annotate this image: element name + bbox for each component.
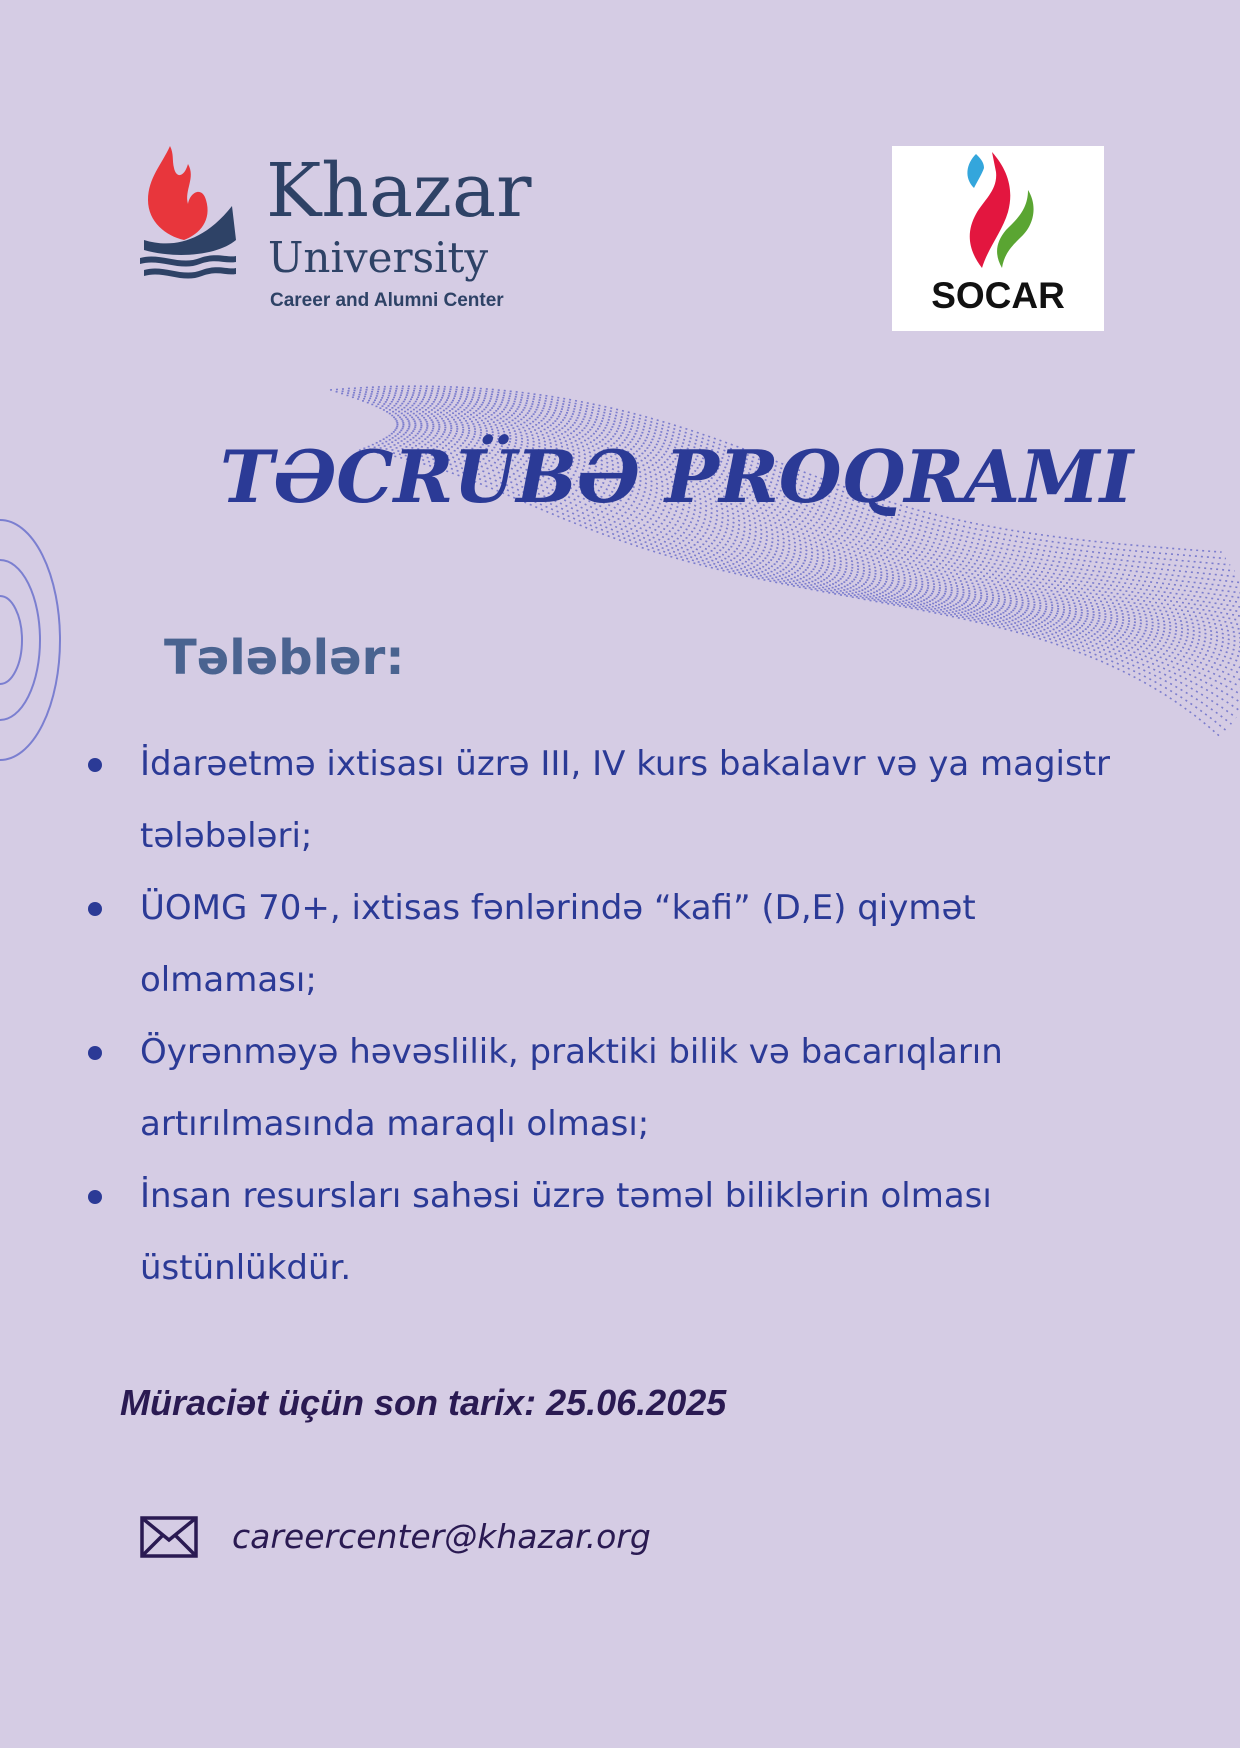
bullet-icon [88, 902, 102, 916]
list-item [84, 872, 1124, 1016]
envelope-icon [140, 1516, 198, 1558]
list-item [84, 728, 1124, 872]
application-deadline: Müraciət üçün son tarix: 25.06.2025 [120, 1382, 727, 1423]
contact-row [140, 1512, 651, 1562]
bullet-icon [88, 1046, 102, 1060]
list-item-text: İnsan resursları sahəsi üzrə təməl biliklərin olması üstünlükdür. [140, 1176, 992, 1288]
list-item-text: Öyrənməyə həvəslilik, praktiki bilik və bacarıqların artırılmasında maraqlı olması; [140, 1032, 1003, 1144]
list-item [84, 1160, 1124, 1304]
page-title: TƏCRÜBƏ PROQRAMI [220, 434, 1134, 519]
list-item-text: ÜOMG 70+, ixtisas fənlərində “kafi” (D,E) qiymət olmaması; [140, 888, 976, 1000]
bullet-icon [88, 758, 102, 772]
flame-boat-icon [140, 144, 240, 279]
requirements-list [84, 728, 1124, 1304]
list-item-text: İdarəetmə ixtisası üzrə III, IV kurs bakalavr və ya magistr tələbələri; [140, 744, 1111, 856]
email-link[interactable]: careercenter@khazar.org [232, 1517, 651, 1556]
socar-logo [892, 146, 1104, 331]
bullet-icon [88, 1190, 102, 1204]
khazar-university-logo [140, 144, 540, 314]
university-wordmark: University [268, 233, 489, 282]
socar-flame-icon [958, 150, 1042, 270]
socar-wordmark: SOCAR [931, 275, 1065, 316]
requirements-heading: Tələblər: [164, 630, 405, 686]
khazar-wordmark: Khazar [266, 148, 532, 234]
list-item [84, 1016, 1124, 1160]
career-center-label: Career and Alumni Center [270, 290, 504, 311]
